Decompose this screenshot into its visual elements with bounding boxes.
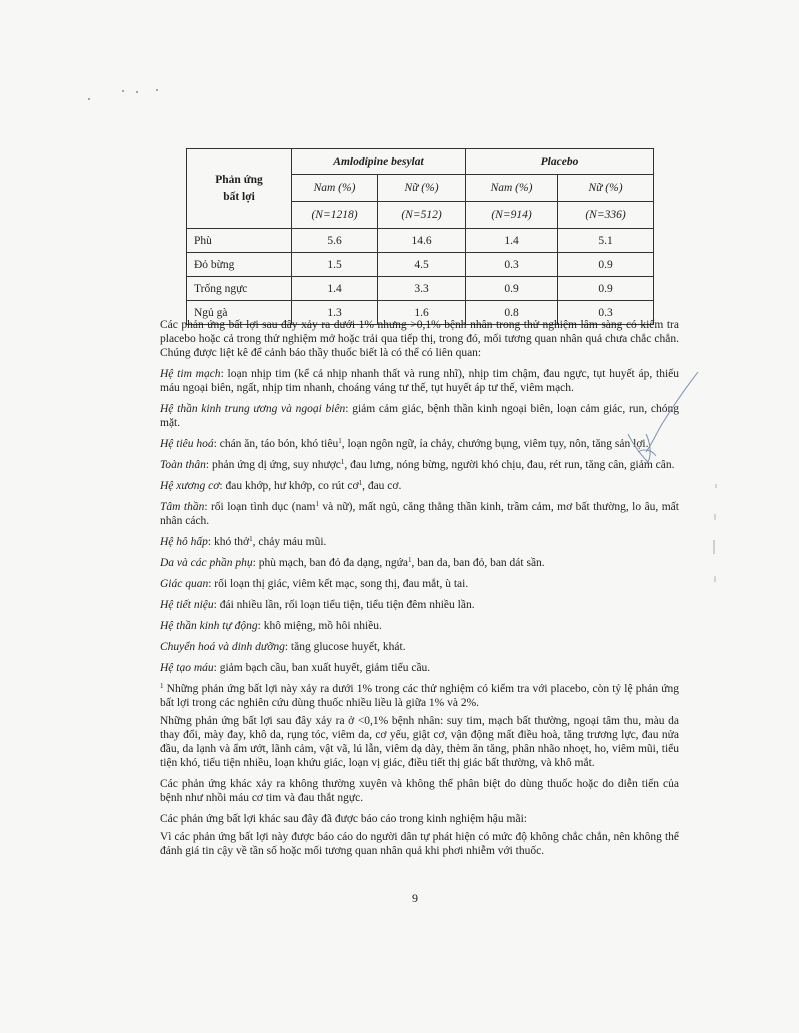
footnote-ref: 1 <box>340 458 345 466</box>
footnote-ref: 1 <box>338 437 342 445</box>
pen-annotation <box>612 368 702 468</box>
footnote-mark: 1 <box>160 682 164 690</box>
section-heading: Hệ thần kinh trung ương và ngoại biên <box>160 403 346 415</box>
postmarketing-paragraph: Các phản ứng bất lợi khác sau đây đã được báo cáo trong kinh nghiệm hậu mãi: <box>160 813 527 825</box>
table-cell: 0.3 <box>558 301 654 325</box>
document-body <box>160 318 679 865</box>
footnote-ref: 1 <box>315 500 319 508</box>
group-header-amlodipine: Amlodipine besylat <box>292 149 466 175</box>
section-heading: Hệ hô hấp <box>160 536 208 548</box>
table-cell: 14.6 <box>378 229 466 253</box>
section-hematopoietic: Hệ tạo máu: giảm bạch cầu, ban xuất huyết, giảm tiểu cầu. <box>160 662 431 674</box>
section-senses: Giác quan: rối loạn thị giác, viêm kết mạc, song thị, đau mắt, ù tai. <box>160 578 469 590</box>
section-heading: Toàn thân <box>160 459 206 471</box>
table-row <box>187 277 654 301</box>
section-heading: Chuyển hoá và dinh dưỡng <box>160 641 285 653</box>
table-row <box>187 253 654 277</box>
reaction-name: Đỏ bừng <box>187 253 292 277</box>
sex-header: Nữ (%) <box>558 175 654 202</box>
sex-header: Nữ (%) <box>378 175 466 202</box>
table-cell: 5.1 <box>558 229 654 253</box>
other-reactions-paragraph: Các phản ứng khác xảy ra không thường xuyên và không thể phân biệt do dùng thuốc hoặc do diễn tiến của bệnh như nhồi máu cơ tim và đau thắt ngực. <box>160 778 679 804</box>
group-header-placebo: Placebo <box>466 149 654 175</box>
table-row <box>187 229 654 253</box>
section-nervous-system: Hệ thần kinh trung ương và ngoại biên: giảm cảm giác, bệnh thần kinh ngoại biên, loạn cảm giác, run, chóng mặt. <box>160 403 679 429</box>
intro-paragraph: Các phản ứng bất lợi sau đây xảy ra dưới 1% nhưng >0,1% bệnh nhân trong thử nghiệm lâm sàng có kiểm tra placebo hoặc cả trong thử nghiệm mở hoặc trải qua tiếp thị, trong đó, mối tương quan nhân quả chưa chắc chắn. Chúng được liệt kê để cảnh báo thầy thuốc biết là có thể có liên quan: <box>160 319 679 359</box>
table-corner-header: Phản ứng bất lợi <box>187 149 292 229</box>
section-heading: Hệ tiêu hoá <box>160 438 214 450</box>
section-heading: Hệ tạo máu <box>160 662 214 674</box>
section-heading: Giác quan <box>160 578 209 590</box>
adverse-reactions-table <box>186 148 654 325</box>
footnote-ref: 1 <box>358 479 363 487</box>
n-header: (N=336) <box>558 202 654 229</box>
section-urinary: Hệ tiết niệu: đái nhiều lần, rối loạn tiểu tiện, tiểu tiện đêm nhiều lần. <box>160 599 475 611</box>
footnote-ref: 1 <box>249 535 253 543</box>
table-cell: 1.3 <box>292 301 378 325</box>
sex-header: Nam (%) <box>292 175 378 202</box>
page-number: 9 <box>412 891 418 905</box>
n-header: (N=914) <box>466 202 558 229</box>
table-cell: 0.3 <box>466 253 558 277</box>
reaction-name: Ngủ gà <box>187 301 292 325</box>
table-cell: 1.4 <box>292 277 378 301</box>
n-header: (N=1218) <box>292 202 378 229</box>
table-cell: 1.4 <box>466 229 558 253</box>
section-heading: Tâm thần <box>160 501 205 513</box>
table-cell: 4.5 <box>378 253 466 277</box>
rare-reactions-paragraph: Những phản ứng bất lợi sau đây xảy ra ở <0,1% bệnh nhân: suy tim, mạch bất thường, ngoại tâm thu, màu da thay đổi, mày đay, khô da, rụng tóc, viêm da, cơ yếu, giật cơ, vận động mất điều hoà, tăng trương lực, đau nửa đầu, da lạnh và ẩm ướt, lãnh cảm, vật vã, lú lẫn, viêm dạ dày, thèm ăn tăng, phân nhão nhoẹt, ho, viêm mũi, tiểu tiện khó, tiểu tiện nhiều, loạn khứu giác, loạn vị giác, điều tiết thị giác bất thường, và khô mắt. <box>160 715 679 769</box>
reaction-name: Phù <box>187 229 292 253</box>
voluntary-report-paragraph: Vì các phản ứng bất lợi này được báo cáo do người dân tự phát hiện có mức độ không chắc chắn, nên không thể đánh giá tin cậy về tần số hoặc mối tương quan nhân quả khi phơi nhiễm với thuốc. <box>160 831 679 857</box>
reaction-name: Trống ngực <box>187 277 292 301</box>
table-cell: 0.9 <box>466 277 558 301</box>
table-cell: 1.5 <box>292 253 378 277</box>
section-metabolic: Chuyển hoá và dinh dưỡng: tăng glucose huyết, khát. <box>160 641 406 653</box>
section-psychiatric: Tâm thần: rối loạn tình dục (nam$^1$ và nữ), mất ngủ, căng thẳng thần kinh, trầm cảm, mơ bất thường, lo âu, mất nhân cách. <box>160 500 679 527</box>
section-general: Toàn thân: phản ứng dị ứng, suy nhược$^1$, đau lưng, nóng bừng, người khó chịu, đau, rét run, tăng cân, giảm cân. <box>160 458 675 471</box>
scan-specks <box>88 86 168 100</box>
footnote: $^1$ Những phản ứng bất lợi này xảy ra dưới 1% trong các thử nghiệm có kiểm tra với placebo, còn tỷ lệ phản ứng bất lợi trong các nghiên cứu dùng thuốc nhiều liều là giữa 1% và 2%. <box>160 682 679 709</box>
table-cell: 3.3 <box>378 277 466 301</box>
section-autonomic: Hệ thần kinh tự động: khô miệng, mồ hôi nhiều. <box>160 620 382 632</box>
table-cell: 0.9 <box>558 253 654 277</box>
footnote-ref: 1 <box>408 556 412 564</box>
section-musculoskeletal: Hệ xương cơ: đau khớp, hư khớp, co rút $cơ^1$, đau cơ. <box>160 479 402 492</box>
section-heading: Hệ tiết niệu <box>160 599 214 611</box>
n-header: (N=512) <box>378 202 466 229</box>
section-cardiovascular: Hệ tim mạch: loạn nhịp tim (kể cả nhịp nhanh thất và rung nhĩ), nhịp tim chậm, đau ngực, tụt huyết áp, thiếu máu ngoại biên, ngất, nhịp tim nhanh, choáng váng tư thế, tụt huyết áp tư thế, viêm mạch. <box>160 368 680 394</box>
table-cell: 5.6 <box>292 229 378 253</box>
section-skin: Da và các phần phụ: phù mạch, ban đỏ đa dạng, ngứa$^1$, ban da, ban đỏ, ban dát sần. <box>160 556 545 569</box>
section-respiratory: Hệ hô hấp: khó thở$^1$, chảy máu mũi. <box>160 535 327 548</box>
section-heading: Da và các phần phụ <box>160 557 253 569</box>
section-heading: Hệ thần kinh tự động <box>160 620 258 632</box>
section-heading: Hệ tim mạch <box>160 368 221 380</box>
section-digestive: Hệ tiêu hoá: chán ăn, táo bón, khó tiêu$^1$, loạn ngôn ngữ, ỉa chảy, chướng bụng, viêm tụy, nôn, tăng sản lợi. <box>160 437 649 450</box>
table-cell: 1.6 <box>378 301 466 325</box>
margin-scan-marks <box>708 484 722 594</box>
sex-header: Nam (%) <box>466 175 558 202</box>
table-cell: 0.8 <box>466 301 558 325</box>
section-heading: Hệ xương cơ <box>160 480 220 492</box>
table-cell: 0.9 <box>558 277 654 301</box>
